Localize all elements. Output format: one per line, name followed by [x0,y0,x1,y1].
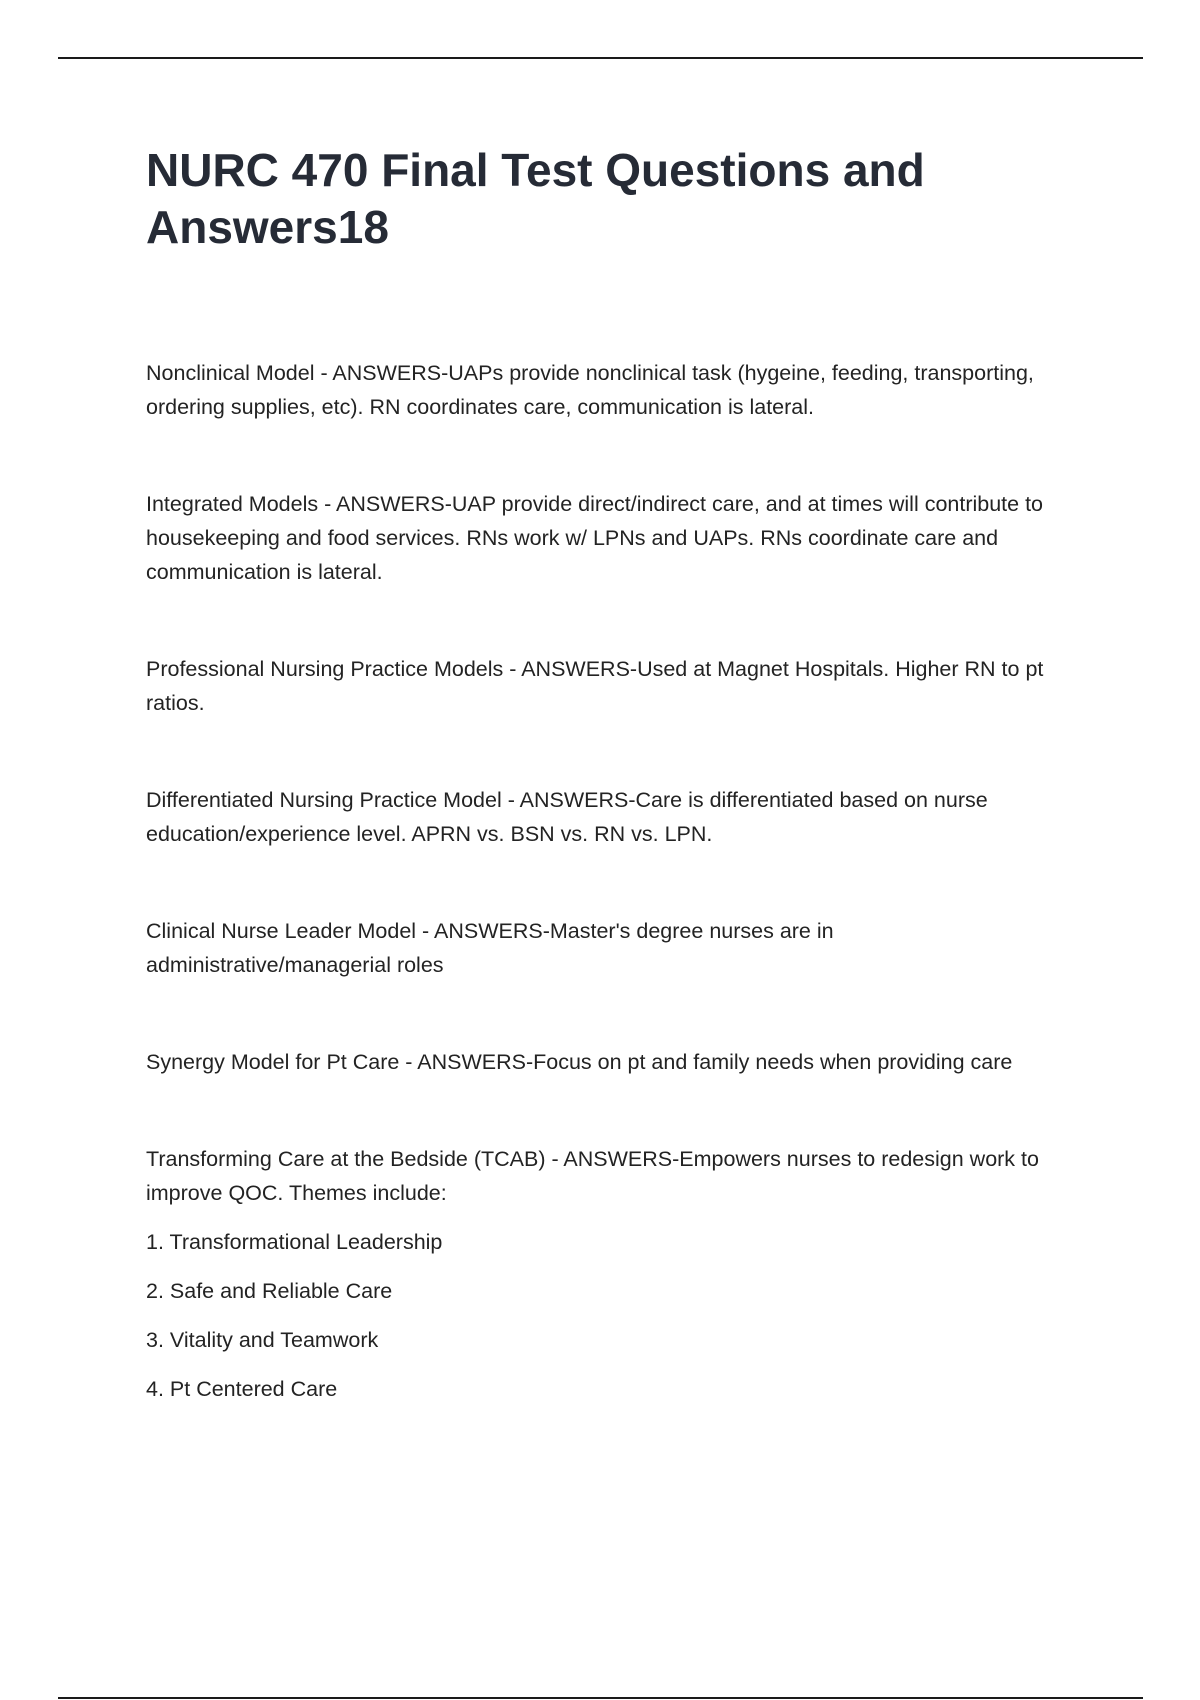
entry-tcab: Transforming Care at the Bedside (TCAB) - ANSWERS-Empowers nurses to redesign work to improve QOC. Themes include: [146,1147,1039,1205]
list-item: 3. Vitality and Teamwork [146,1328,379,1352]
tcab-themes-list [146,1225,1081,1406]
list-item: 4. Pt Centered Care [146,1377,338,1401]
list-item: 1. Transformational Leadership [146,1230,443,1254]
entry-clinical-nurse-leader-model: Clinical Nurse Leader Model - ANSWERS-Master's degree nurses are in administrative/managerial roles [146,919,834,977]
entry-synergy-model: Synergy Model for Pt Care - ANSWERS-Focus on pt and family needs when providing care [146,1050,1013,1074]
footer-rule [58,1697,1143,1699]
document-body [146,356,1081,1406]
entry-differentiated-nursing-practice-model: Differentiated Nursing Practice Model - ANSWERS-Care is differentiated based on nurse education/experience level. APRN vs. BSN vs. RN vs. LPN. [146,788,988,846]
list-item: 2. Safe and Reliable Care [146,1279,393,1303]
entry-professional-nursing-practice-models: Professional Nursing Practice Models - ANSWERS-Used at Magnet Hospitals. Higher RN to pt ratios. [146,657,1044,715]
entry-nonclinical-model: Nonclinical Model - ANSWERS-UAPs provide nonclinical task (hygeine, feeding, transporting, ordering supplies, etc). RN coordinates care, communication is lateral. [146,361,1034,419]
page-title: NURC 470 Final Test Questions and Answers18 [146,144,925,253]
header-rule [58,57,1143,59]
entry-integrated-models: Integrated Models - ANSWERS-UAP provide direct/indirect care, and at times will contribute to housekeeping and food services. RNs work w/ LPNs and UAPs. RNs coordinate care and communication is lateral. [146,492,1044,584]
